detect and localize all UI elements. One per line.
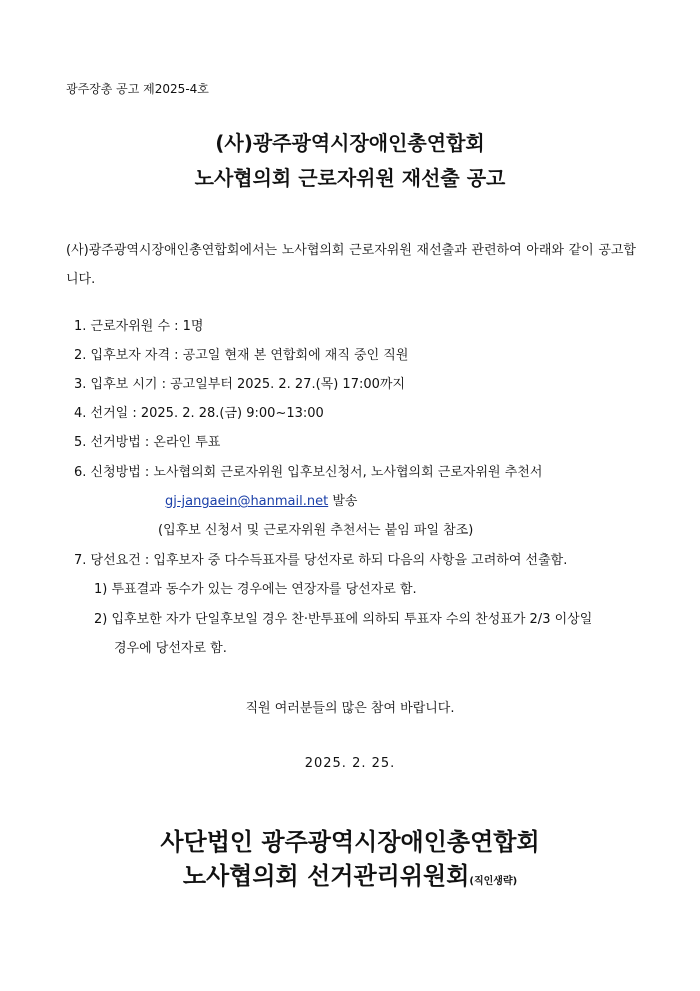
sub-item-2-cont: 경우에 당선자로 함. bbox=[114, 641, 227, 656]
item-1: 1. 근로자위원 수 : 1명 bbox=[74, 319, 204, 334]
intro-paragraph: (사)광주광역시장애인총연합회에서는 노사협의회 근로자위원 재선출과 관련하여 아래와 같이 공고합니다. bbox=[66, 243, 636, 287]
email-suffix: 발송 bbox=[328, 494, 358, 509]
signature-organization: 사단법인 광주광역시장애인총연합회 bbox=[160, 828, 540, 856]
title-subject: 노사협의회 근로자위원 재선출 공고 bbox=[194, 166, 506, 190]
item-6: 6. 신청방법 : 노사협의회 근로자위원 입후보신청서, 노사협의회 근로자위원 추천서 bbox=[74, 465, 543, 480]
item-5: 5. 선거방법 : 온라인 투표 bbox=[74, 435, 221, 450]
title-organization: (사)광주광역시장애인총연합회 bbox=[215, 131, 485, 155]
email-link[interactable]: gj-jangaein@hanmail.net bbox=[165, 494, 329, 509]
item-2: 2. 입후보자 자격 : 공고일 현재 본 연합회에 재직 중인 직원 bbox=[74, 348, 409, 363]
attachment-note: (입후보 신청서 및 근로자위원 추천서는 붙임 파일 참조) bbox=[158, 523, 474, 538]
sub-item-2: 2) 입후보한 자가 단일후보일 경우 찬·반투표에 의하되 투표자 수의 찬성표가 2/3 이상일 bbox=[94, 612, 593, 627]
closing-message: 직원 여러분들의 많은 참여 바랍니다. bbox=[245, 701, 455, 716]
signature-committee bbox=[0, 856, 700, 891]
notice-date: 2025. 2. 25. bbox=[304, 756, 396, 771]
item-7: 7. 당선요건 : 입후보자 중 다수득표자를 당선자로 하되 다음의 사항을 고려하여 선출함. bbox=[74, 553, 568, 568]
signature-committee-name: 노사협의회 선거관리위원회 bbox=[182, 862, 470, 890]
sub-item-1: 1) 투표결과 동수가 있는 경우에는 연장자를 당선자로 함. bbox=[94, 582, 417, 597]
seal-omitted: (직인생략) bbox=[469, 876, 518, 887]
email-line bbox=[165, 490, 357, 509]
item-3: 3. 입후보 시기 : 공고일부터 2025. 2. 27.(목) 17:00까지 bbox=[74, 377, 405, 392]
notice-number: 광주장총 공고 제2025-4호 bbox=[66, 82, 209, 96]
item-4: 4. 선거일 : 2025. 2. 28.(금) 9:00~13:00 bbox=[74, 406, 324, 421]
